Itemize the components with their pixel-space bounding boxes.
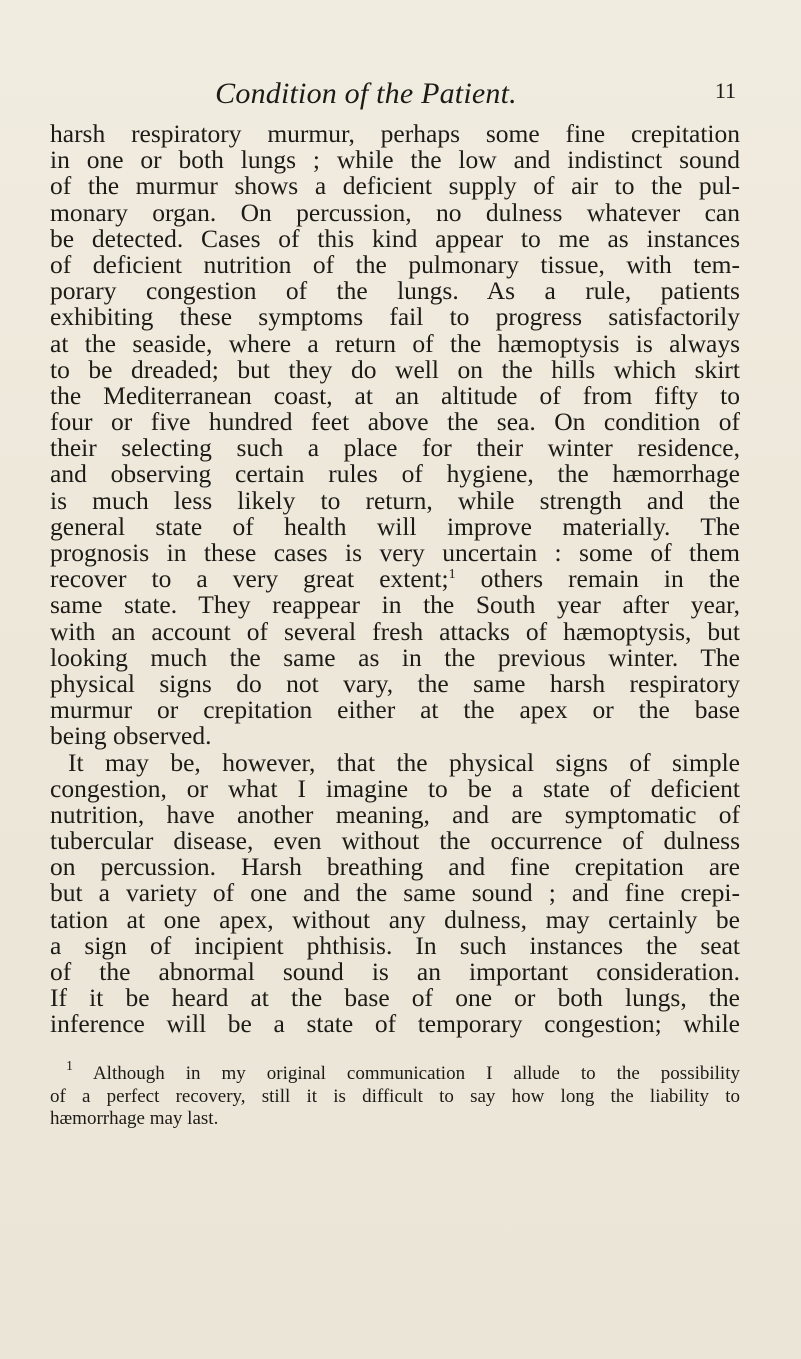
text-line: at the seaside, where a return of the hæmoptysis is always bbox=[50, 328, 740, 358]
text-fragment: Although in my original communication I allude to the possibility bbox=[92, 1063, 740, 1084]
text-line: be detected. Cases of this kind appear to me as instances bbox=[50, 223, 740, 253]
text-line: in one or both lungs ; while the low and indistinct sound bbox=[50, 145, 740, 175]
text-line: of the murmur shows a deficient supply of air to the pul- bbox=[50, 171, 740, 201]
text-line: is much less likely to return, while strength and the bbox=[50, 485, 740, 515]
text-line: If it be heard at the base of one or both lungs, the bbox=[50, 983, 740, 1013]
text-line: with an account of several fresh attacks of hæmoptysis, but bbox=[50, 616, 740, 646]
text-fragment: others remain in the bbox=[455, 564, 740, 594]
text-line: congestion, or what I imagine to be a state of deficient bbox=[50, 773, 740, 803]
text-line: same state. They reappear in the South year after year, bbox=[50, 590, 740, 620]
text-line: a sign of incipient phthisis. In such instances the seat bbox=[50, 930, 740, 960]
text-line: on percussion. Harsh breathing and fine crepitation are bbox=[50, 852, 740, 882]
text-line: general state of health will improve materially. The bbox=[50, 511, 740, 541]
text-line: four or five hundred feet above the sea. On condition of bbox=[50, 407, 740, 437]
text-line: looking much the same as in the previous winter. The bbox=[50, 642, 740, 672]
running-title: Condition of the Patient. bbox=[215, 77, 517, 110]
text-line: harsh respiratory murmur, perhaps some fine crepitation bbox=[50, 119, 740, 148]
footnote-reference: 1 bbox=[448, 567, 456, 583]
footnote-line: of a perfect recovery, still it is difficult to say how long the liability to bbox=[50, 1085, 740, 1107]
text-line: physical signs do not vary, the same harsh respiratory bbox=[50, 668, 740, 698]
text-line: to be dreaded; but they do well on the hills which skirt bbox=[50, 354, 740, 384]
text-line: prognosis in these cases is very uncertain : some of them bbox=[50, 538, 740, 567]
text-line: It may be, however, that the physical signs of simple bbox=[68, 747, 740, 777]
footnote-marker: 1 bbox=[66, 1059, 73, 1074]
text-line: inference will be a state of temporary congestion; while bbox=[50, 1009, 740, 1039]
text-line: and observing certain rules of hygiene, the hæmorrhage bbox=[50, 459, 740, 489]
text-line: exhibiting these symptoms fail to progress satisfactorily bbox=[50, 302, 740, 332]
text-line: the Mediterranean coast, at an altitude of from fifty to bbox=[50, 380, 740, 410]
text-fragment: recover to a very great extent; bbox=[50, 564, 449, 594]
text-line: being observed. bbox=[50, 721, 212, 751]
page-header bbox=[40, 76, 736, 116]
footnote bbox=[50, 1059, 740, 1131]
text-line: their selecting such a place for their winter residence, bbox=[50, 433, 740, 463]
text-line: tubercular disease, even without the occurrence of dulness bbox=[50, 826, 740, 856]
paragraph-2 bbox=[50, 747, 740, 1039]
text-line-with-footnote-ref bbox=[50, 566, 740, 592]
text-line: of the abnormal sound is an important consideration. bbox=[50, 957, 740, 986]
body-text bbox=[50, 121, 740, 1038]
paragraph-1 bbox=[50, 121, 740, 750]
text-line: tation at one apex, without any dulness, may certainly be bbox=[50, 904, 740, 934]
page-number: 11 bbox=[714, 78, 736, 103]
text-line: nutrition, have another meaning, and are symptomatic of bbox=[50, 799, 740, 829]
text-line: murmur or crepitation either at the apex or the base bbox=[50, 695, 740, 725]
text-line: of deficient nutrition of the pulmonary tissue, with tem- bbox=[50, 249, 740, 279]
footnote-line: hæmorrhage may last. bbox=[50, 1108, 219, 1129]
text-line: monary organ. On percussion, no dulness whatever can bbox=[50, 197, 740, 227]
text-line: but a variety of one and the same sound ; and fine crepi- bbox=[50, 878, 740, 908]
footnote-line bbox=[50, 1059, 740, 1086]
text-line: porary congestion of the lungs. As a rule, patients bbox=[50, 276, 740, 306]
